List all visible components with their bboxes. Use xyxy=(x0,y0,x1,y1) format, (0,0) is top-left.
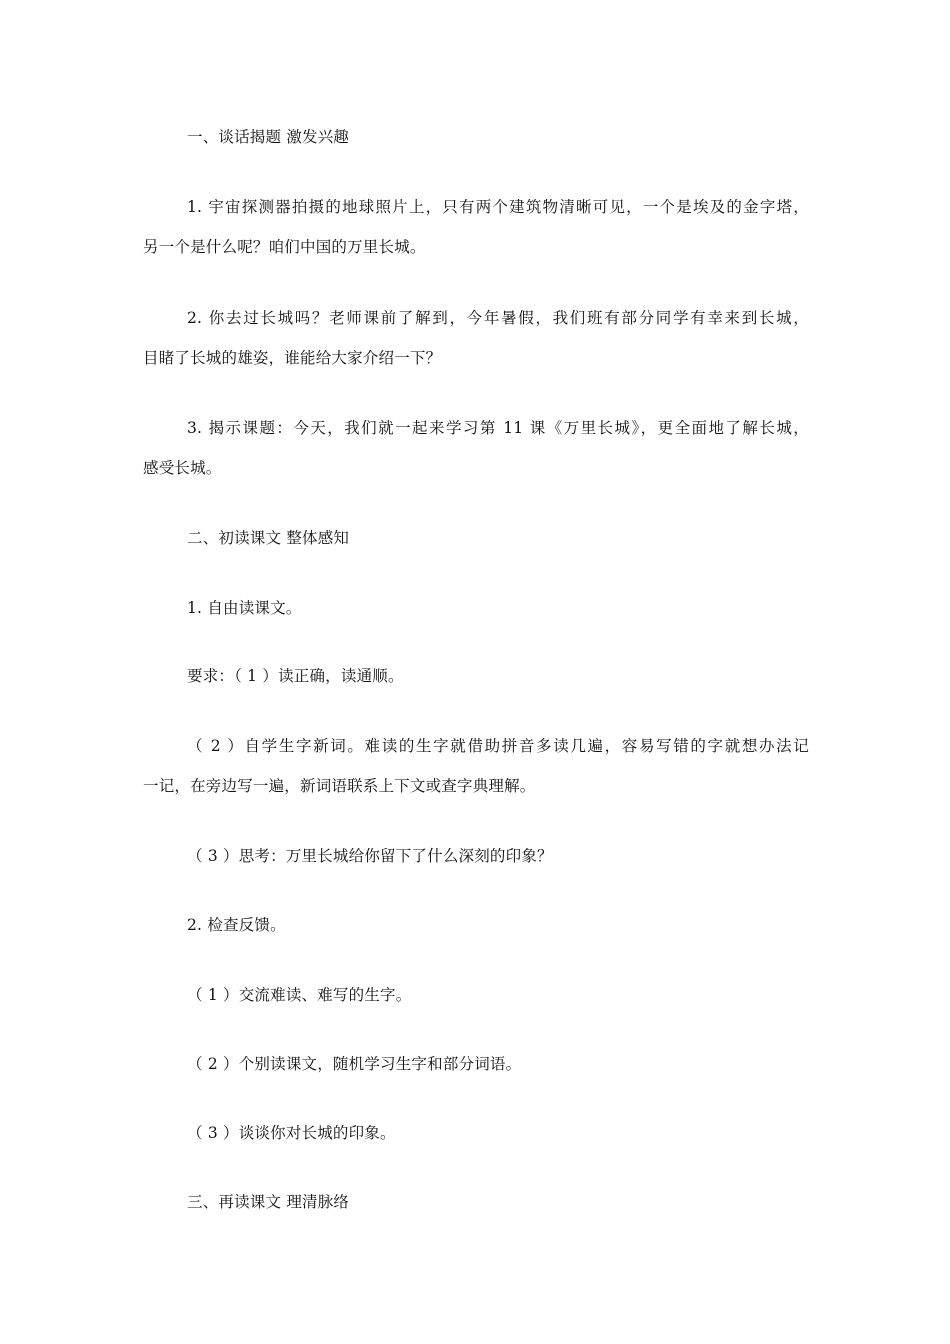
feedback-item-1: （ 1 ）交流难读、难写的生字。 xyxy=(187,986,412,1004)
list-item: 1. 自由读课文。 xyxy=(187,599,302,617)
paragraph-1-line-1: 1. 宇宙探测器拍摄的地球照片上，只有两个建筑物清晰可见，一个是埃及的金字塔， xyxy=(187,198,809,216)
paragraph-2-line-2: 目睹了长城的雄姿，谁能给大家介绍一下？ xyxy=(143,349,442,367)
paragraph-3-line-2: 感受长城。 xyxy=(143,459,222,477)
feedback-item-3: （ 3 ）谈谈你对长城的印象。 xyxy=(187,1124,396,1142)
paragraph-3-line-1: 3. 揭示课题：今天，我们就一起来学习第 11 课《万里长城》，更全面地了解长城， xyxy=(187,419,809,437)
requirement-2-line-2: 一记，在旁边写一遍，新词语联系上下文或查字典理解。 xyxy=(143,777,536,795)
section-heading-1: 一、谈话揭题 激发兴趣 xyxy=(187,128,350,146)
list-item: 2. 检查反馈。 xyxy=(187,916,286,934)
section-heading-2: 二、初读课文 整体感知 xyxy=(187,529,350,547)
requirement-line: 要求：（ 1 ）读正确，读通顺。 xyxy=(187,667,404,685)
paragraph-2-line-1: 2. 你去过长城吗？老师课前了解到，今年暑假，我们班有部分同学有幸来到长城， xyxy=(187,309,809,327)
section-heading-3: 三、再读课文 理清脉络 xyxy=(187,1193,350,1211)
requirement-2-line-1: （ 2 ）自学生字新词。难读的生字就借助拼音多读几遍，容易写错的字就想办法记 xyxy=(187,737,809,755)
feedback-item-2: （ 2 ）个别读课文，随机学习生字和部分词语。 xyxy=(187,1055,522,1073)
requirement-3-line: （ 3 ）思考：万里长城给你留下了什么深刻的印象？ xyxy=(187,847,553,865)
paragraph-1-line-2: 另一个是什么呢？咱们中国的万里长城。 xyxy=(143,238,426,256)
